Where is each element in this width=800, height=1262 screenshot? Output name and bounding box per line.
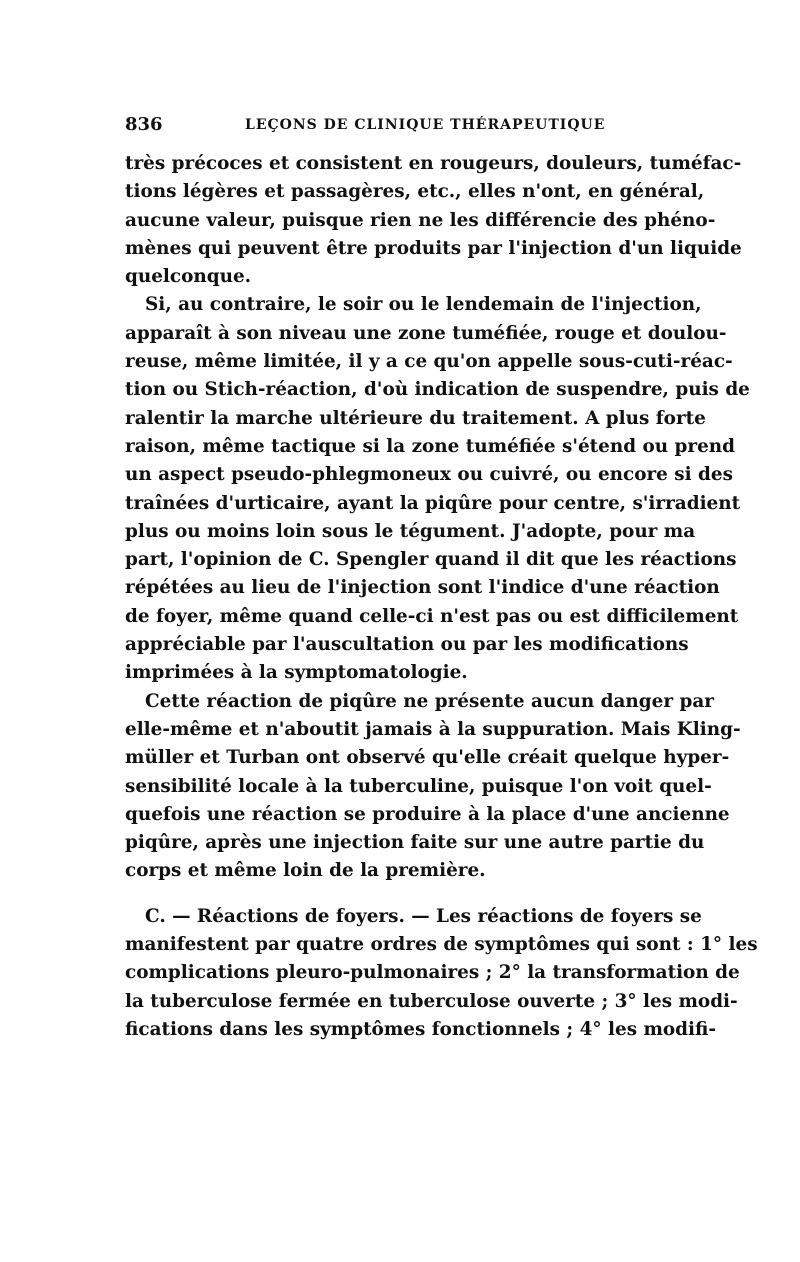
- text-line: imprimées à la symptomatologie.: [125, 662, 468, 684]
- text-line: Cette réaction de piqûre ne présente aucun danger par: [145, 690, 714, 712]
- text-line: fications dans les symptômes fonctionnels ; 4° les modifi-: [125, 1018, 717, 1040]
- text-line: piqûre, après une injection faite sur une autre partie du: [125, 832, 705, 854]
- text-line: raison, même tactique si la zone tuméfiée s'étend ou prend: [125, 435, 735, 457]
- text-line: corps et même loin de la première.: [125, 860, 486, 882]
- text-line: müller et Turban ont observé qu'elle créait quelque hyper-: [125, 747, 730, 769]
- text-line: un aspect pseudo-phlegmoneux ou cuivré, ou encore si des: [125, 464, 733, 486]
- text-line: répétées au lieu de l'injection sont l'indice d'une réaction: [125, 577, 720, 599]
- text-line: manifestent par quatre ordres de symptômes qui sont : 1° les: [125, 934, 758, 956]
- text-line: quelconque.: [125, 266, 252, 288]
- text-line: C. — Réactions de foyers. — Les réactions de foyers se: [145, 905, 702, 927]
- text-line: sensibilité locale à la tuberculine, puisque l'on voit quel-: [125, 775, 712, 797]
- body-text: [125, 150, 758, 1044]
- text-line: tion ou Stich-réaction, d'où indication de suspendre, puis de: [125, 379, 750, 401]
- text-line: ralentir la marche ultérieure du traitement. A plus forte: [125, 407, 706, 429]
- section-gap: [125, 886, 675, 903]
- text-line: reuse, même limitée, il y a ce qu'on appelle sous-cuti-réac-: [125, 351, 733, 373]
- text-line: quefois une réaction se produire à la place d'une ancienne: [125, 803, 730, 825]
- text-line: plus ou moins loin sous le tégument. J'adopte, pour ma: [125, 520, 696, 542]
- text-line: la tuberculose fermée en tuberculose ouverte ; 3° les modi-: [125, 990, 738, 1012]
- text-line: aucune valeur, puisque rien ne les différencie des phéno-: [125, 209, 716, 231]
- page-number: 836: [125, 114, 163, 135]
- text-line: complications pleuro-pulmonaires ; 2° la transformation de: [125, 962, 740, 984]
- text-line: appréciable par l'auscultation ou par les modifications: [125, 634, 689, 656]
- text-line: tions légères et passagères, etc., elles n'ont, en général,: [125, 181, 705, 203]
- text-line: de foyer, même quand celle-ci n'est pas ou est difficilement: [125, 605, 739, 627]
- text-line: Si, au contraire, le soir ou le lendemain de l'injection,: [145, 294, 702, 316]
- text-line: traînées d'urticaire, ayant la piqûre pour centre, s'irradient: [125, 492, 741, 514]
- text-line: mènes qui peuvent être produits par l'injection d'un liquide: [125, 237, 742, 259]
- text-line: elle-même et n'aboutit jamais à la suppuration. Mais Kling-: [125, 718, 741, 740]
- text-line: apparaît à son niveau une zone tuméfiée, rouge et doulou-: [125, 322, 727, 344]
- text-line: part, l'opinion de C. Spengler quand il dit que les réactions: [125, 549, 737, 571]
- running-title: LEÇONS DE CLINIQUE THÉRAPEUTIQUE: [245, 117, 606, 133]
- page-header: [125, 114, 675, 138]
- text-line: très précoces et consistent en rougeurs, douleurs, tuméfac-: [125, 153, 742, 174]
